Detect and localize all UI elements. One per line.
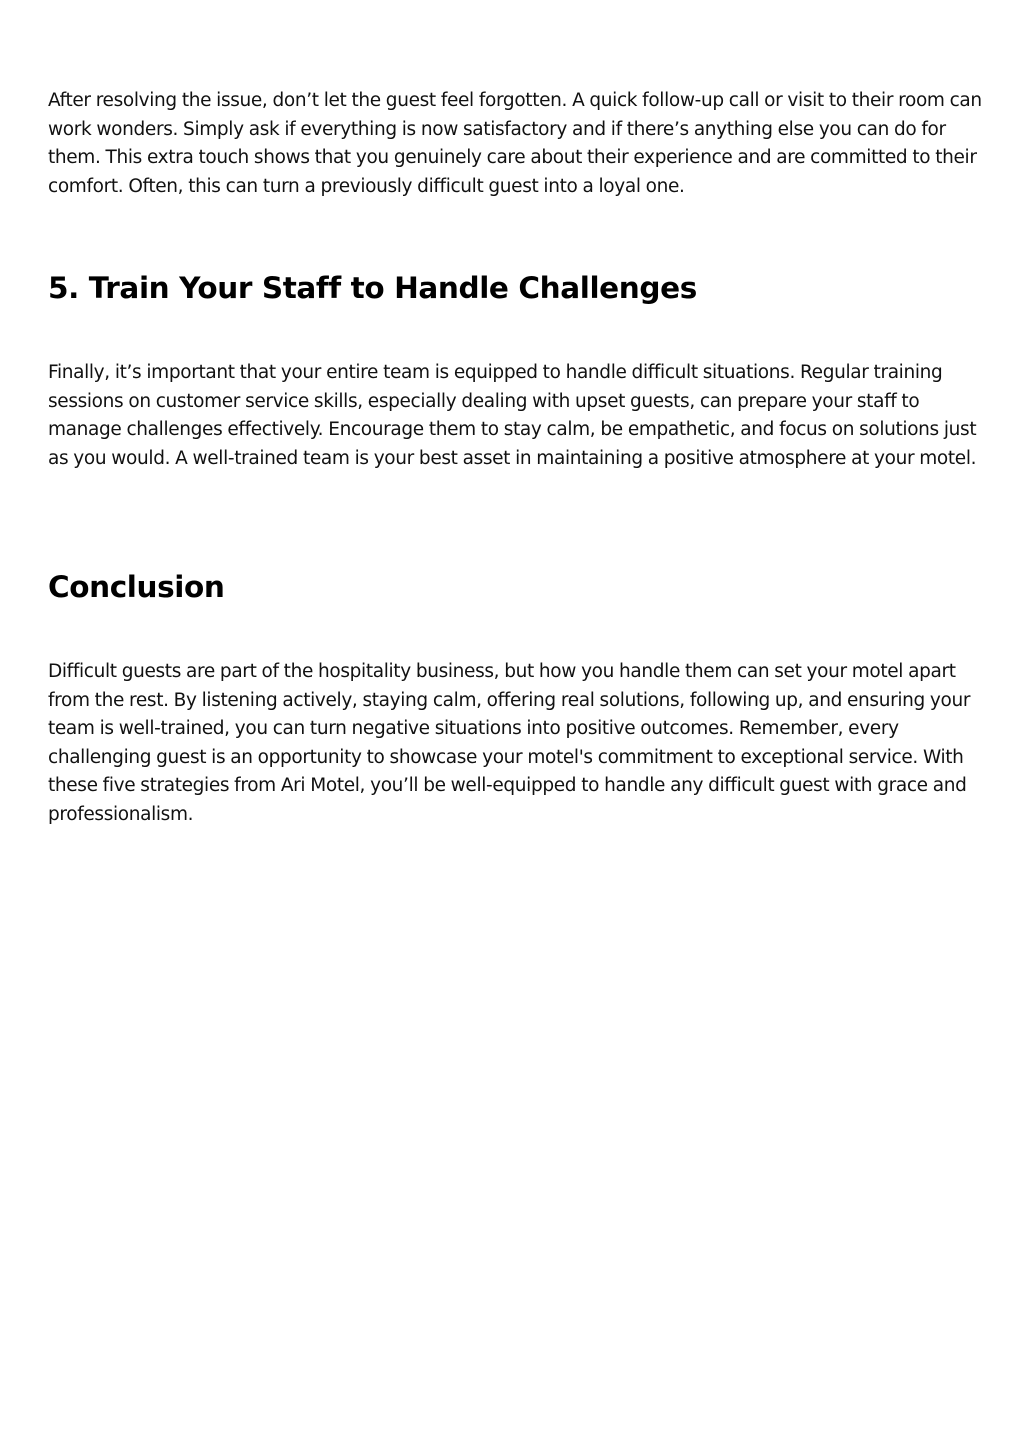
follow-up-paragraph: After resolving the issue, don’t let the guest feel forgotten. A quick follow-up call or visit to their room can work wonders. Simply ask if everything is now satisfactory and if there’s anything else you can do for them. This extra touch shows that you genuinely care about their experience and are committed to their comfort. Often, this can turn a previously difficult guest into a loyal one. bbox=[48, 90, 982, 197]
conclusion-paragraph: Difficult guests are part of the hospitality business, but how you handle them can set your motel apart from the rest. By listening actively, staying calm, offering real solutions, following up, and ensuring your team is well-trained, you can turn negative situations into positive outcomes. Remember, every challenging guest is an opportunity to showcase your motel's commitment to exceptional service. With these five strategies from Ari Motel, you’ll be well-equipped to handle any difficult guest with grace and professionalism. bbox=[48, 661, 971, 825]
train-staff-paragraph: Finally, it’s important that your entire team is equipped to handle difficult situations. Regular training sessions on customer service skills, especially dealing with upset guests, can prepare your staff to manage challenges effectively. Encourage them to stay calm, be empathetic, and focus on solutions just as you would. A well-trained team is your best asset in maintaining a positive atmosphere at your motel. bbox=[48, 362, 977, 469]
section-heading-conclusion: Conclusion bbox=[48, 570, 225, 604]
section-heading-train-staff: 5. Train Your Staff to Handle Challenges bbox=[48, 271, 697, 305]
